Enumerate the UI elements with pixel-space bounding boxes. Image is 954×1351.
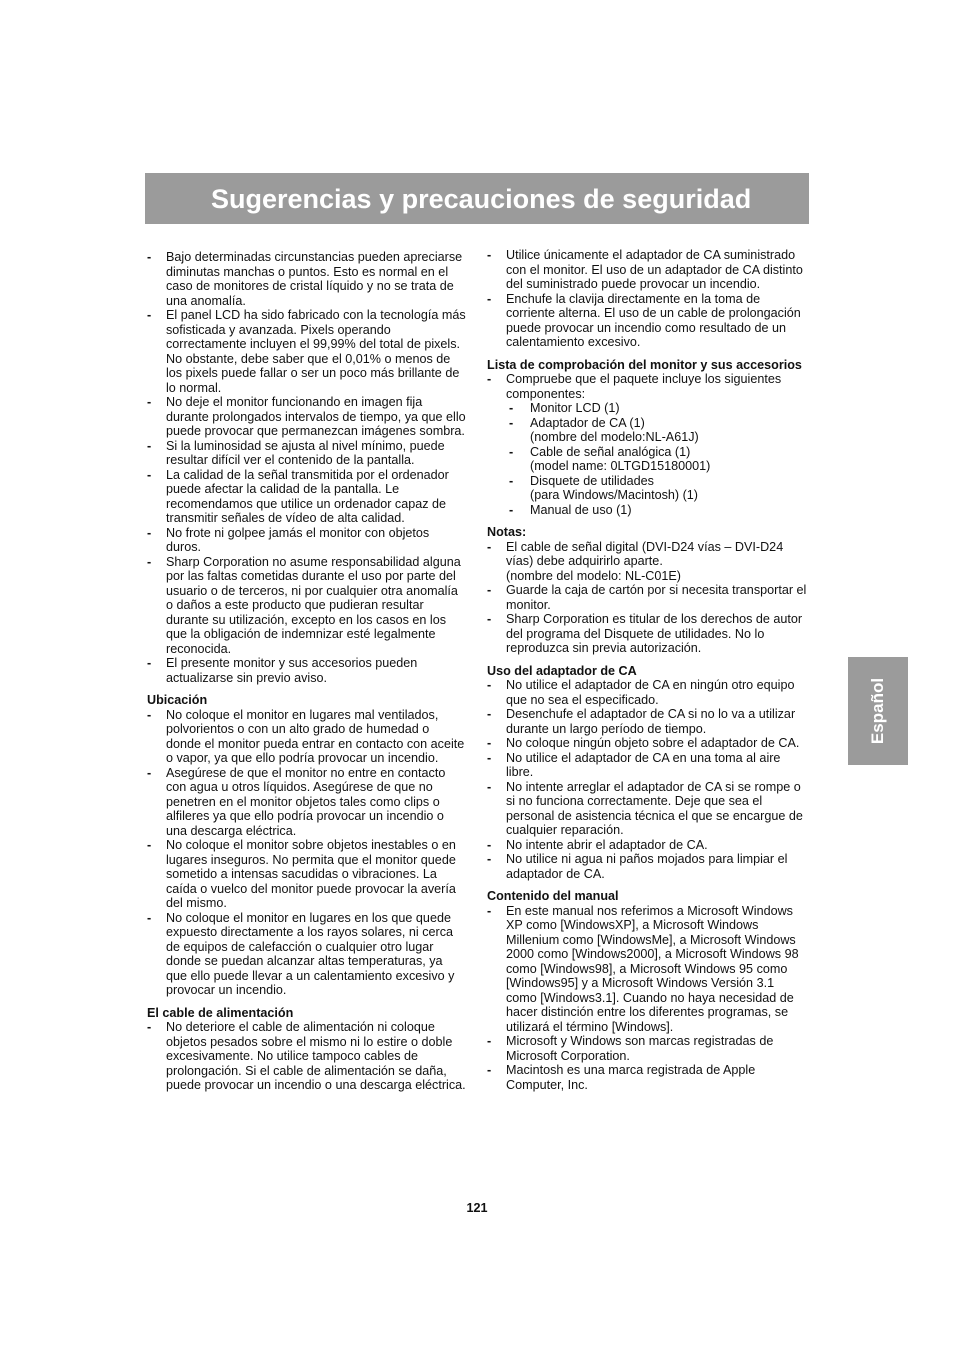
list-item: - Desenchufe el adaptador de CA si no lo va a utilizar durante un largo período de tiempo.	[487, 707, 796, 736]
list-item: - Microsoft y Windows son marcas registradas de Microsoft Corporation.	[487, 1034, 774, 1063]
list-item: - El panel LCD ha sido fabricado con la tecnología más sofisticada y avanzada. Pixels operando correctamente incluyen el 99,99% del total de pixels. No obstante, debe saber que el 0,01% o menos de los pixels puede fallar o ser un poco más brillante de lo normal.	[147, 308, 466, 395]
list-item: - No utilice el adaptador de CA en una toma al aire libre.	[487, 750, 781, 779]
section-heading-cable: El cable de alimentación	[147, 1005, 294, 1020]
section-heading-lista: Lista de comprobación del monitor y sus accesorios	[487, 357, 802, 372]
page-number: 121	[466, 1201, 488, 1215]
right-column	[487, 248, 807, 1092]
list-item: - Bajo determinadas circunstancias pueden apreciarse diminutas manchas o puntos. Esto es normal en el caso de monitores de cristal líquido y no se trata de una anomalía.	[147, 250, 463, 308]
title-bar	[145, 173, 809, 224]
list-item: - Enchufe la clavija directamente en la toma de corriente alterna. El uso de un cable de prolongación puede provocar un incendio como resultado de un calentamiento excesivo.	[487, 291, 801, 349]
list-item: - El presente monitor y sus accesorios pueden actualizarse sin previo aviso.	[147, 656, 418, 685]
list-item: - No utilice el adaptador de CA en ningún otro equipo que no sea el especificado.	[487, 678, 795, 707]
list-item: - No coloque ningún objeto sobre el adaptador de CA.	[487, 736, 800, 750]
list-item: - La calidad de la señal transmitida por el ordenador puede afectar la calidad de la pantalla. Le recomendamos que utilice un ordenador capaz de transmitir señales de vídeo de alta calidad.	[147, 467, 449, 525]
language-tab	[848, 657, 908, 765]
list-item: - Sharp Corporation no asume responsabilidad alguna por las faltas cometidas durante el uso por parte del usuario o de terceros, ni por cualquier otra anomalía o daños a este producto que pudieran resultar durante su utilización, excepto en los casos en los que la obligación de indemnizar esté legalmente reconocida.	[147, 554, 461, 656]
language-tab-label: Español	[868, 677, 887, 745]
list-item: - No frote ni golpee jamás el monitor con objetos duros.	[147, 525, 430, 554]
list-item: - No deteriore el cable de alimentación ni coloque objetos pesados sobre el mismo ni lo estire o doble excesivamente. No utilice tampoco cables de prolongación. Si el cable de alimentación se daña, puede provocar un incendio o una descarga eléctrica.	[147, 1020, 466, 1092]
list-item: - No deje el monitor funcionando en imagen fija durante prolongados intervalos de tiempo, ya que ello puede provocar que permanezcan imágenes sombra.	[147, 395, 466, 438]
section-heading-uso: Uso del adaptador de CA	[487, 663, 637, 678]
list-item: - Sharp Corporation es titular de los derechos de autor del programa del Disquete de utilidades. No lo reproduzca sin previa autorización.	[487, 612, 803, 655]
list-item: - No coloque el monitor sobre objetos inestables o en lugares inseguros. No permita que el monitor quede sometido a intensas sacudidas o vibraciones. La caída o vuelco del monitor puede provocar la avería del mismo.	[147, 838, 456, 910]
list-item: - En este manual nos referimos a Microsoft Windows XP como [WindowsXP], a Microsoft Windows Millenium como [WindowsMe], a Microsoft Windows 2000 como [Windows2000], a Microsoft Windows 98 como [Windows98], a Microsoft Windows 95 como [Windows95] y a Microsoft Windows Versión 3.1 como [Windows3.1]. Cuando no haya necesidad de hacer distinción entre los diferentes programas, se utilizará el término [Windows].	[487, 903, 799, 1034]
list-item: - No intente arreglar el adaptador de CA si se rompe o si no funciona correctamente. Deje que sea el personal de asistencia técnica el que se encargue de cualquier reparación.	[487, 779, 803, 837]
list-item: - No coloque el monitor en lugares en los que quede expuesto directamente a los rayos solares, ni cerca de equipos de calefacción o cualquier otro lugar donde se puedan alcanzar altas temperaturas, ya que ello puede llevar a un calentamiento excesivo y provocar un incendio.	[147, 910, 455, 997]
list-item: - Guarde la caja de cartón por si necesita transportar el monitor.	[487, 583, 807, 612]
section-heading-contenido: Contenido del manual	[487, 889, 619, 903]
list-item: - No coloque el monitor en lugares mal ventilados, polvorientos o con un alto grado de humedad o donde el monitor pueda entrar en contacto con aceite o vapor, ya que ello podría provocar un incendio.	[147, 707, 465, 765]
sub-list-item: - Manual de uso (1)	[509, 502, 632, 517]
list-item: - No utilice ni agua ni paños mojados para limpiar el adaptador de CA.	[487, 852, 788, 881]
sub-list-item: - Monitor LCD (1)	[509, 401, 620, 415]
sub-list-item: - Cable de señal analógica (1) (model name: 0LTGD15180001)	[509, 444, 711, 473]
section-heading-notas: Notas:	[487, 525, 527, 539]
list-item: - Asegúrese de que el monitor no entre en contacto con agua u otros líquidos. Asegúrese de que no penetren en el monitor objetos tales como clips o alfileres ya que ello podría provocar un incendio o una descarga eléctrica.	[147, 765, 446, 838]
sub-list-item: - Disquete de utilidades (para Windows/Macintosh) (1)	[509, 473, 698, 502]
list-item: - Si la luminosidad se ajusta al nivel mínimo, puede resultar difícil ver el contenido de la pantalla.	[147, 438, 445, 467]
left-column	[147, 250, 467, 1093]
list-item: - El cable de señal digital (DVI-D24 vías – DVI-D24 vías) debe adquirirlo aparte. (nombre del modelo: NL-C01E)	[487, 539, 784, 583]
list-item: - No intente abrir el adaptador de CA.	[487, 837, 708, 852]
list-item: - Utilice únicamente el adaptador de CA suministrado con el monitor. El uso de un adaptador de CA distinto del suministrado puede provocar un incendio.	[487, 248, 803, 291]
list-item: - Compruebe que el paquete incluye los siguientes componentes:	[487, 372, 782, 401]
page-title: Sugerencias y precauciones de seguridad	[211, 184, 752, 214]
sub-list-item: - Adaptador de CA (1) (nombre del modelo:NL-A61J)	[509, 415, 699, 444]
list-item: - Macintosh es una marca registrada de Apple Computer, Inc.	[487, 1063, 756, 1092]
section-heading-ubicacion: Ubicación	[147, 693, 208, 707]
